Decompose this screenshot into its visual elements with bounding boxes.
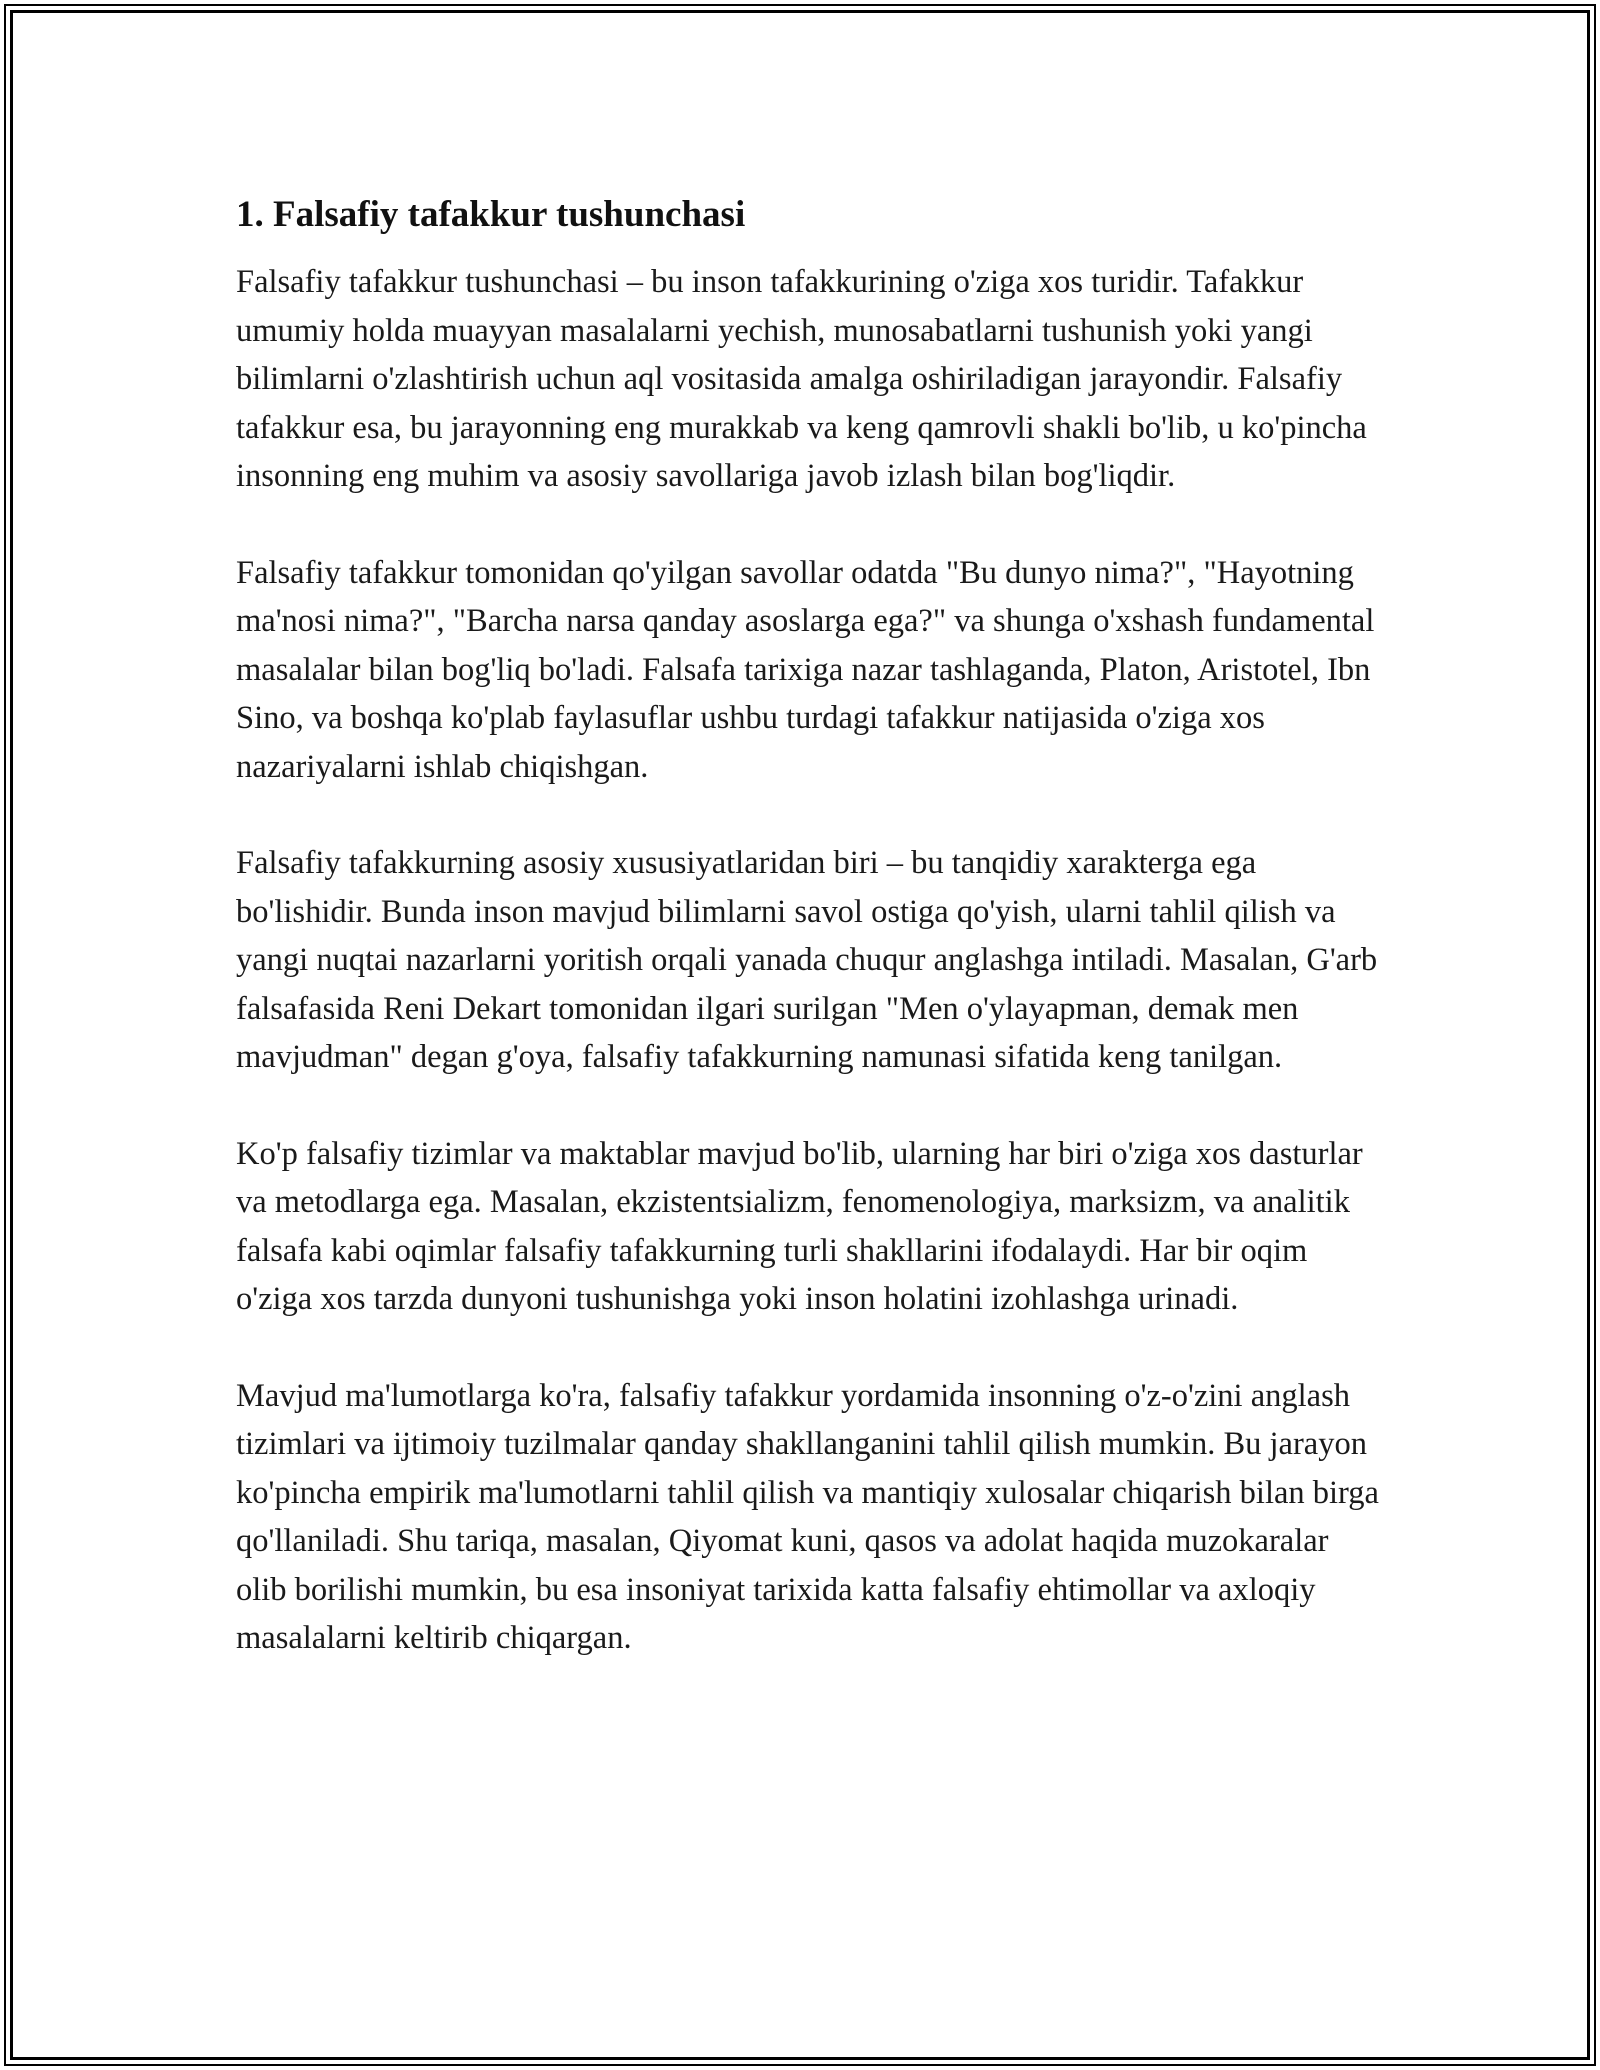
paragraph-3: Falsafiy tafakkurning asosiy xususiyatlaridan biri – bu tanqidiy xarakterga ega bo'lishidir. Bunda inson mavjud bilimlarni savol ostiga qo'yish, ularni tahlil qilish va yangi nuqtai nazarlarni yoritish orqali yanada chuqur anglashga intiladi. Masalan, G'arb falsafasida Reni Dekart tomonidan ilgari surilgan "Men o'ylayapman, demak men mavjudman" degan g'oya, falsafiy tafakkurning namunasi sifatida keng tanilgan.	[236, 845, 1378, 1075]
paragraph-2: Falsafiy tafakkur tomonidan qo'yilgan savollar odatda "Bu dunyo nima?", "Hayotning ma'nosi nima?", "Barcha narsa qanday asoslarga ega?" va shunga o'xshash fundamental masalalar bilan bog'liq bo'ladi. Falsafa tarixiga nazar tashlaganda, Platon, Aristotel, Ibn Sino, va boshqa ko'plab faylasuflar ushbu turdagi tafakkur natijasida o'ziga xos nazariyalarni ishlab chiqishgan.	[236, 554, 1375, 785]
paragraph-1: Falsafiy tafakkur tushunchasi – bu inson tafakkurining o'ziga xos turidir. Tafakkur umumiy holda muayyan masalalarni yechish, munosabatlarni tushunish yoki yangi bilimlarni o'zlashtirish uchun aql vositasida amalga oshiriladigan jarayondir. Falsafiy tafakkur esa, bu jarayonning eng murakkab va keng qamrovli shakli bo'lib, u ko'pincha insonning eng muhim va asosiy savollariga javob izlash bilan bog'liqdir.	[236, 264, 1367, 494]
section-heading: 1. Falsafiy tafakkur tushunchasi	[236, 194, 746, 235]
paragraph-4: Ko'p falsafiy tizimlar va maktablar mavjud bo'lib, ularning har biri o'ziga xos dasturlar va metodlarga ega. Masalan, ekzistentsializm, fenomenologiya, marksizm, va analitik falsafa kabi oqimlar falsafiy tafakkurning turli shakllarini ifodalaydi. Har bir oqim o'ziga xos tarzda dunyoni tushunishga yoki inson holatini izohlashga urinadi.	[236, 1135, 1363, 1317]
document-body	[236, 188, 1386, 1711]
paragraph-5: Mavjud ma'lumotlarga ko'ra, falsafiy tafakkur yordamida insonning o'z-o'zini anglash tizimlari va ijtimoiy tuzilmalar qanday shakllanganini tahlil qilish mumkin. Bu jarayon ko'pincha empirik ma'lumotlarni tahlil qilish va mantiqiy xulosalar chiqarish bilan birga qo'llaniladi. Shu tariqa, masalan, Qiyomat kuni, qasos va adolat haqida muzokaralar olib borilishi mumkin, bu esa insoniyat tarixida katta falsafiy ehtimollar va axloqiy masalalarni keltirib chiqargan.	[236, 1377, 1379, 1656]
